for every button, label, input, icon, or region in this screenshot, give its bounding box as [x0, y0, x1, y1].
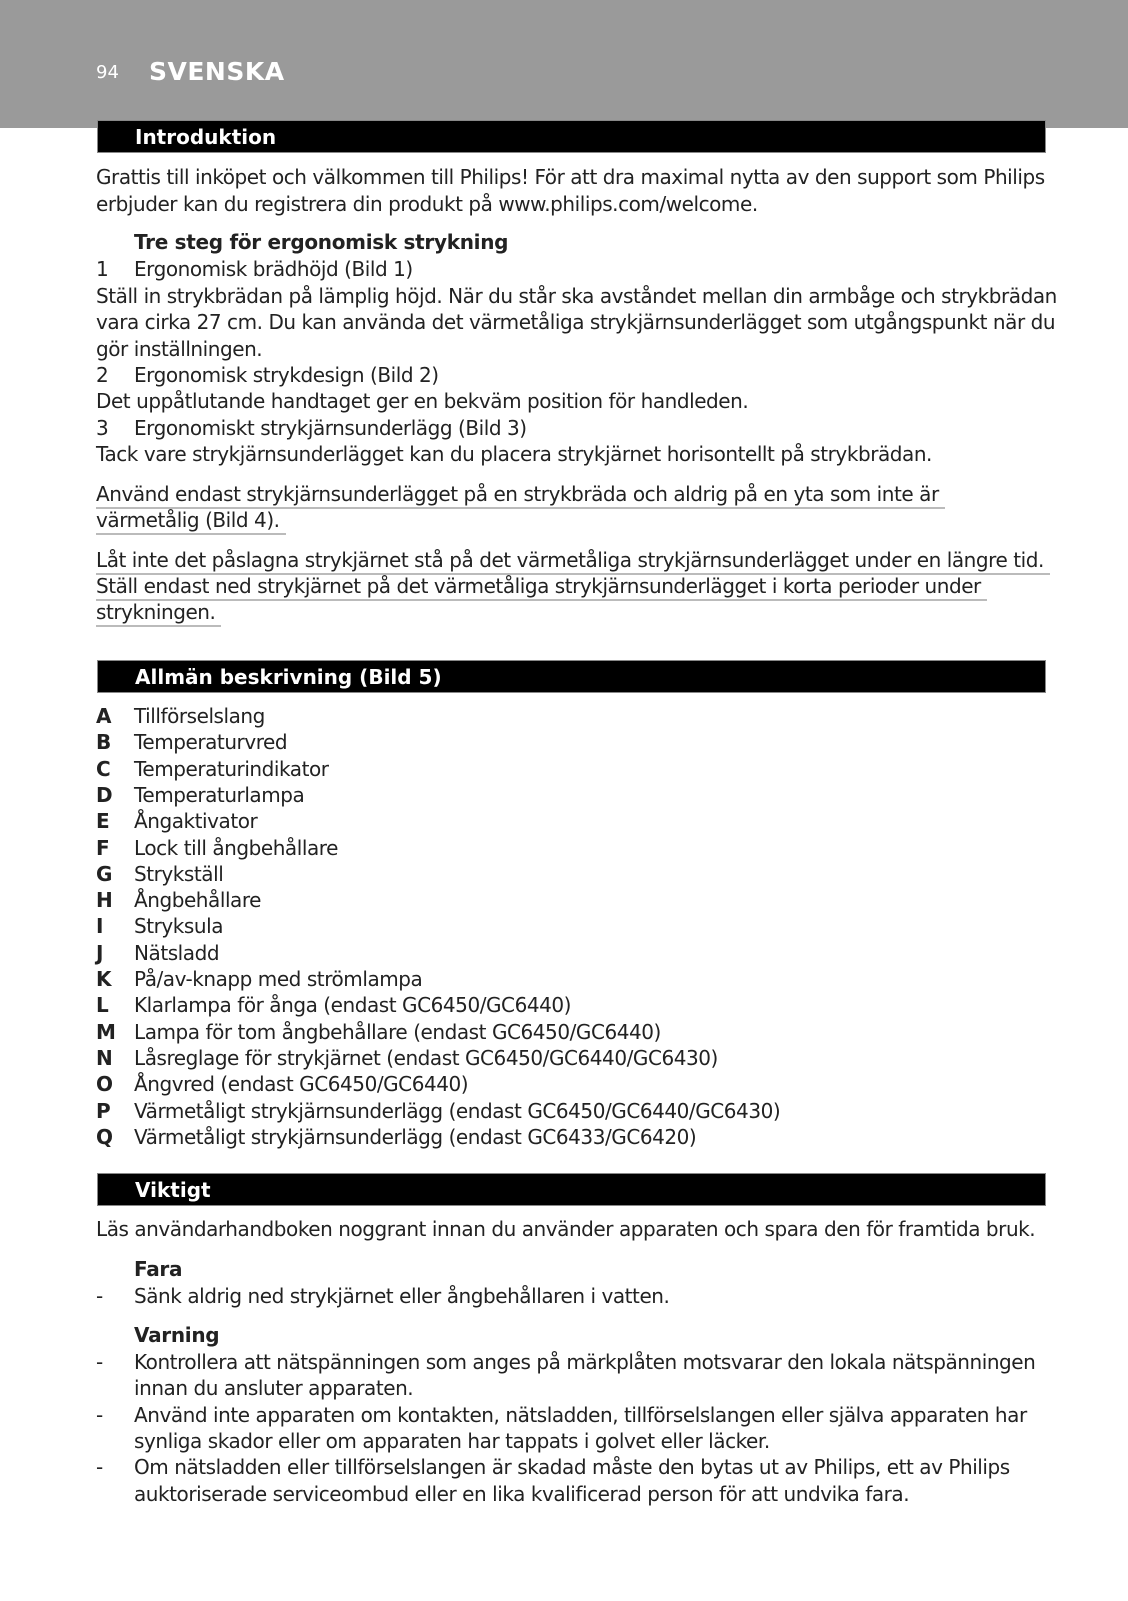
part-letter: A	[96, 704, 112, 728]
warning-text: auktoriserade serviceombud eller en lika kvalificerad person för att undvika fara.	[134, 1482, 910, 1506]
part-label: Lock till ångbehållare	[134, 835, 338, 860]
note-1-line: värmetålig (Bild 4).	[96, 508, 286, 535]
dash-bullet: -	[96, 1284, 103, 1308]
part-letter: O	[96, 1072, 113, 1097]
section-heading-intro: Introduktion	[97, 120, 1046, 153]
part-letter: G	[96, 861, 112, 886]
part-letter: N	[96, 1045, 113, 1070]
danger-heading: Fara	[134, 1257, 183, 1281]
danger-text: Sänk aldrig ned strykjärnet eller ångbehållaren i vatten.	[134, 1284, 670, 1308]
warning-item	[96, 1454, 1010, 1481]
part-letter: E	[96, 809, 110, 834]
section-heading-important: Viktigt	[97, 1173, 1046, 1206]
step-number: 3	[96, 416, 109, 440]
step-number: 2	[96, 363, 109, 387]
step-3-text: Tack vare strykjärnsunderlägget kan du placera strykjärnet horisontellt på strykbrädan.	[96, 442, 932, 466]
dash-bullet: -	[96, 1350, 103, 1374]
part-label: Värmetåligt strykjärnsunderlägg (endast GC6450/GC6440/GC6430)	[134, 1098, 781, 1123]
part-label: Ångvred (endast GC6450/GC6440)	[134, 1072, 469, 1097]
step-3-heading	[96, 415, 527, 442]
part-letter: L	[96, 993, 109, 1018]
part-letter: H	[96, 888, 113, 913]
part-label: Ångbehållare	[134, 888, 262, 913]
subheading-ergonomics: Tre steg för ergonomisk strykning	[134, 230, 509, 254]
header-band	[0, 0, 1128, 128]
part-label: Nätsladd	[134, 940, 220, 965]
part-label: Tillförselslang	[134, 704, 265, 728]
warning-text: Kontrollera att nätspänningen som anges på märkplåten motsvarar den lokala nätspänningen	[134, 1350, 1036, 1374]
step-title: Ergonomiskt strykjärnsunderlägg (Bild 3)	[134, 416, 527, 440]
note-2	[96, 547, 1050, 575]
part-label: Stryksula	[134, 914, 224, 939]
part-label: Ångaktivator	[134, 809, 258, 834]
part-letter: C	[96, 756, 111, 781]
step-number: 1	[96, 257, 109, 281]
note-2-line: Ställ endast ned strykjärnet på det värmetåliga strykjärnsunderlägget i korta perioder under	[96, 574, 987, 601]
note-2	[96, 573, 987, 601]
part-letter: J	[96, 940, 103, 965]
language-title: SVENSKA	[149, 57, 285, 86]
step-1-text: vara cirka 27 cm. Du kan använda det värmetåliga strykjärnsunderlägget som utgångspunkt när du	[96, 310, 1056, 334]
part-label: Klarlampa för ånga (endast GC6450/GC6440)	[134, 993, 572, 1018]
part-letter: M	[96, 1019, 116, 1044]
step-1-heading	[96, 256, 413, 283]
note-2-line: Låt inte det påslagna strykjärnet stå på det värmetåliga strykjärnsunderlägget under en längre tid.	[96, 548, 1050, 575]
warning-text: synliga skador eller om apparaten har tappats i golvet eller läcker.	[134, 1429, 770, 1453]
note-1-line: Använd endast strykjärnsunderlägget på en strykbräda och aldrig på en yta som inte är	[96, 482, 945, 509]
part-label: Lampa för tom ångbehållare (endast GC6450/GC6440)	[134, 1019, 661, 1044]
part-letter: P	[96, 1098, 111, 1123]
warning-text: Om nätsladden eller tillförselslangen är skadad måste den bytas ut av Philips, ett av Philips	[134, 1455, 1010, 1479]
note-1	[96, 507, 286, 535]
step-1-text: Ställ in strykbrädan på lämplig höjd. När du står ska avståndet mellan din armbåge och strykbrädan	[96, 284, 1057, 308]
note-2-line: strykningen.	[96, 600, 221, 627]
part-letter: K	[96, 967, 112, 991]
part-label: Låsreglage för strykjärnet (endast GC6450/GC6440/GC6430)	[134, 1045, 718, 1070]
step-2-heading	[96, 362, 439, 389]
note-2	[96, 599, 221, 627]
important-intro: Läs användarhandboken noggrant innan du använder apparaten och spara den för framtida bruk.	[96, 1217, 1036, 1241]
warning-item	[96, 1349, 1036, 1376]
warning-text: innan du ansluter apparaten.	[134, 1376, 414, 1400]
step-title: Ergonomisk strykdesign (Bild 2)	[134, 363, 439, 387]
step-1-text: gör inställningen.	[96, 337, 263, 361]
dash-bullet: -	[96, 1403, 103, 1427]
warning-item	[96, 1402, 1027, 1429]
section-heading-general-description: Allmän beskrivning (Bild 5)	[97, 660, 1046, 693]
part-label: Temperaturvred	[134, 730, 288, 755]
dash-bullet: -	[96, 1455, 103, 1479]
intro-paragraph-line: erbjuder kan du registrera din produkt på www.philips.com/welcome.	[96, 192, 758, 216]
part-letter: B	[96, 730, 111, 755]
part-label: Strykställ	[134, 861, 224, 886]
part-letter: D	[96, 782, 113, 807]
part-label: Temperaturlampa	[134, 782, 305, 807]
part-letter: I	[96, 914, 103, 939]
page-number: 94	[96, 62, 119, 83]
part-label: Värmetåligt strykjärnsunderlägg (endast GC6433/GC6420)	[134, 1124, 697, 1149]
danger-item	[96, 1283, 670, 1310]
intro-paragraph-line: Grattis till inköpet och välkommen till Philips! För att dra maximal nytta av den support som Philips	[96, 165, 1045, 189]
step-title: Ergonomisk brädhöjd (Bild 1)	[134, 257, 413, 281]
part-letter: Q	[96, 1124, 113, 1149]
step-2-text: Det uppåtlutande handtaget ger en bekväm position för handleden.	[96, 389, 749, 413]
warning-heading: Varning	[134, 1323, 220, 1347]
note-1	[96, 481, 945, 509]
part-label: På/av-knapp med strömlampa	[134, 967, 423, 991]
part-letter: F	[96, 835, 110, 860]
part-label: Temperaturindikator	[134, 756, 329, 781]
warning-text: Använd inte apparaten om kontakten, nätsladden, tillförselslangen eller själva apparaten har	[134, 1403, 1027, 1427]
